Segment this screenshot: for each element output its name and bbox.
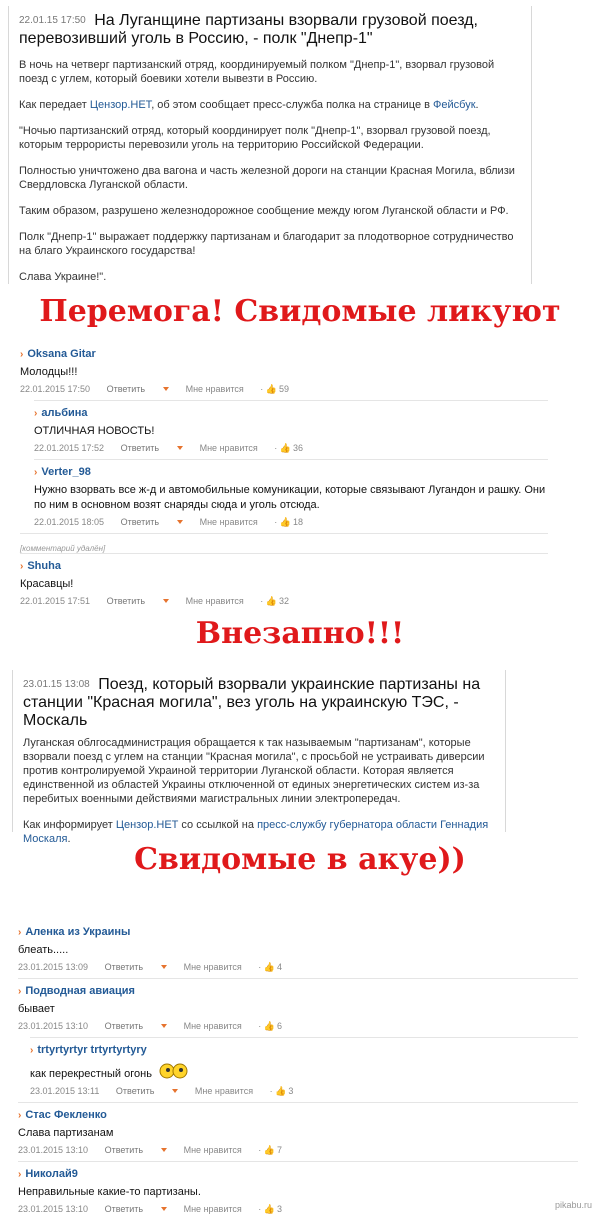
comment-date: 22.01.2015 17:51 [20, 596, 91, 606]
press-service-link[interactable]: пресс-службу губернатора области Геннадия Москаля [23, 819, 489, 845]
news-paragraph: Слава Украине!". [19, 271, 107, 283]
comment-meta [20, 594, 548, 608]
news-paragraph: Полк "Днепр-1" выражает поддержку партизанам и благодарит за плодотворное сотрудничество на благо Украинского государства! [19, 231, 514, 257]
comment [18, 1102, 578, 1161]
news-paragraph: Как передает Цензор.НЕТ, об этом сообщает пресс-служба полка на странице в Фейсбук. [19, 99, 479, 111]
like-count: 32 [278, 596, 289, 606]
news-date: 23.01.15 13:08 [23, 679, 90, 690]
news-paragraph: В ночь на четверг партизанский отряд, координируемый полком "Днепр-1", взорвал грузовой поезд с углем, который боевики хотели вывезти в Россию. [19, 59, 495, 85]
like-button[interactable]: Мне нравится · 👍 36 [199, 443, 303, 453]
comment-text: бывает [18, 1003, 55, 1015]
caret-down-icon [161, 1024, 167, 1028]
chevron-right-icon: › [20, 349, 24, 360]
like-count: 59 [278, 384, 289, 394]
news-header [23, 676, 495, 730]
like-count: 4 [276, 962, 282, 972]
chevron-right-icon: › [30, 1045, 34, 1056]
comment-author[interactable]: › Oksana Gitar [20, 348, 96, 360]
like-button[interactable]: Мне нравится · 👍 4 [183, 962, 282, 972]
like-button[interactable]: Мне нравится · 👍 18 [199, 517, 303, 527]
comment-text: Неправильные какие-то партизаны. [18, 1186, 201, 1198]
like-button[interactable]: Мне нравится · 👍 7 [183, 1145, 282, 1155]
chevron-right-icon: › [34, 467, 38, 478]
like-count: 18 [292, 517, 303, 527]
comment-text: Нужно взорвать все ж-д и автомобильные комуникации, которые связывают Лугандон и рашку. Они по ним в основном возят снаряды сюда и уголь отсюда. [34, 484, 546, 511]
news-date: 22.01.15 17:50 [19, 15, 86, 26]
caret-down-icon [161, 1148, 167, 1152]
site-watermark: pikabu.ru [554, 1200, 592, 1210]
chevron-right-icon: › [18, 986, 22, 997]
source-link[interactable]: Цензор.НЕТ [89, 99, 152, 111]
comment-author[interactable]: › Николай9 [18, 1168, 78, 1180]
comment [20, 553, 548, 612]
like-button[interactable]: Мне нравится · 👍 59 [185, 384, 289, 394]
comment-date: 22.01.2015 17:50 [20, 384, 91, 394]
like-button[interactable]: Мне нравится · 👍 3 [183, 1204, 282, 1214]
caret-down-icon [163, 599, 169, 603]
comment-date: 22.01.2015 18:05 [34, 517, 105, 527]
comment-text: Молодцы!!! [20, 366, 78, 378]
eyes-smiley-icon [159, 1063, 189, 1079]
news-paragraph: "Ночью партизанский отряд, который координирует полк "Днепр-1", взорвал грузовой поезд, которым террористы перевозили уголь на территорию Российской Федерации. [19, 125, 491, 151]
comment-date: 23.01.2015 13:10 [18, 1021, 89, 1031]
reply-button[interactable]: Ответить [107, 384, 169, 394]
caret-down-icon [163, 387, 169, 391]
comment-date: 23.01.2015 13:09 [18, 962, 89, 972]
caret-down-icon [177, 520, 183, 524]
thumbs-up-icon: 👍 [263, 1204, 275, 1214]
comments-section-1 [20, 342, 548, 612]
comment [18, 920, 578, 978]
comment-meta [34, 515, 548, 529]
news-header [19, 12, 521, 48]
caption-suddenly: Внезапно!!! [195, 616, 405, 651]
news-title[interactable]: Поезд, который взорвали украинские партизаны на станции "Красная могила", вез уголь на украинскую ТЭС, - Москаль [23, 676, 481, 729]
news-paragraph: Как информирует Цензор.НЕТ со ссылкой на пресс-службу губернатора области Геннадия Москаля. [23, 819, 489, 845]
comment-meta [18, 1019, 578, 1033]
news-paragraph: Полностью уничтожено два вагона и часть железной дороги на станции Красная Могила, вблизи Свердловска Луганской области. [19, 165, 515, 191]
comment-reply [34, 400, 548, 459]
thumbs-up-icon: 👍 [263, 1021, 275, 1031]
chevron-right-icon: › [34, 408, 38, 419]
like-button[interactable]: Мне нравится · 👍 3 [194, 1086, 294, 1096]
comment-text: ОТЛИЧНАЯ НОВОСТЬ! [34, 425, 155, 437]
thumbs-up-icon: 👍 [279, 517, 291, 527]
comment-date: 23.01.2015 13:10 [18, 1204, 89, 1214]
comment-text: Слава партизанам [18, 1127, 114, 1139]
comment-author[interactable]: › Стас Фекленко [18, 1109, 107, 1121]
reply-button[interactable]: Ответить [116, 1086, 178, 1096]
comment [20, 342, 548, 400]
comment-date: 23.01.2015 13:10 [18, 1145, 89, 1155]
comment-meta [18, 960, 578, 974]
thumbs-up-icon: 👍 [275, 1086, 287, 1096]
facebook-link[interactable]: Фейсбук [433, 99, 476, 111]
comment-reply [30, 1037, 578, 1102]
comment-text: Красавцы! [20, 578, 74, 590]
caret-down-icon [177, 446, 183, 450]
caret-down-icon [161, 965, 167, 969]
comment-meta [18, 1143, 578, 1157]
reply-button[interactable]: Ответить [105, 1021, 167, 1031]
like-count: 3 [288, 1086, 294, 1096]
comment-author[interactable]: › trtyrtyrtyr trtyrtyrtyry [30, 1044, 147, 1056]
like-count: 36 [292, 443, 303, 453]
comment [18, 978, 578, 1037]
comment-author[interactable]: › Аленка из Украины [18, 926, 131, 938]
thumbs-up-icon: 👍 [279, 443, 291, 453]
thumbs-up-icon: 👍 [265, 384, 277, 394]
comments-section-2 [18, 920, 578, 1220]
like-count: 6 [276, 1021, 282, 1031]
deleted-comment-label: [комментарий удалён] [20, 544, 106, 553]
source-link[interactable]: Цензор.НЕТ [115, 819, 179, 831]
comment-text: как перекрестный огонь [30, 1063, 578, 1082]
comment-deleted [20, 533, 548, 553]
like-count: 3 [276, 1204, 282, 1214]
reply-button[interactable]: Ответить [105, 1145, 167, 1155]
reply-button[interactable]: Ответить [107, 596, 169, 606]
reply-button[interactable]: Ответить [121, 517, 183, 527]
like-button[interactable]: Мне нравится · 👍 6 [183, 1021, 282, 1031]
comment-author[interactable]: › Shuha [20, 560, 61, 572]
chevron-right-icon: › [20, 561, 24, 572]
comment-meta [34, 441, 548, 455]
news-paragraph: Таким образом, разрушено железнодорожное сообщение между югом Луганской области и РФ. [19, 205, 509, 217]
caret-down-icon [172, 1089, 178, 1093]
reply-button[interactable]: Ответить [121, 443, 183, 453]
caption-celebration: Перемога! Свидомые ликуют [39, 294, 561, 329]
reply-button[interactable]: Ответить [105, 1204, 167, 1214]
comment-date: 22.01.2015 17:52 [34, 443, 105, 453]
comment-reply [34, 459, 548, 533]
comment-author[interactable]: › Подводная авиация [18, 985, 135, 997]
comment-author[interactable]: › альбина [34, 407, 88, 419]
thumbs-up-icon: 👍 [263, 962, 275, 972]
chevron-right-icon: › [18, 1110, 22, 1121]
comment-meta [30, 1084, 578, 1098]
chevron-right-icon: › [18, 927, 22, 938]
comment-author[interactable]: › Verter_98 [34, 466, 91, 478]
thumbs-up-icon: 👍 [265, 596, 277, 606]
like-count: 7 [276, 1145, 282, 1155]
thumbs-up-icon: 👍 [263, 1145, 275, 1155]
comment-meta [20, 382, 548, 396]
comment-text: блеать..... [18, 944, 69, 956]
like-button[interactable]: Мне нравится · 👍 32 [185, 596, 289, 606]
caption-mock: Свидомые в акуе)) [134, 842, 466, 877]
comment-date: 23.01.2015 13:11 [30, 1086, 100, 1096]
comment [18, 1161, 578, 1220]
news-paragraph: Луганская облгосадминистрация обращается к так называемым "партизанам", которые взорвали поезд с углем на станции "Красная могила", с просьбой не устраивать диверсии против контролируемой Украиной территории Луганской области. Которая является единственной из областей Украины отключенной от единых энергетических систем из-за перебитых военными действиями магистральных линии электропередач. [23, 737, 485, 805]
chevron-right-icon: › [18, 1169, 22, 1180]
news-article-1 [8, 6, 532, 284]
caret-down-icon [161, 1207, 167, 1211]
news-title[interactable]: На Луганщине партизаны взорвали грузовой поезд, перевозивший уголь в Россию, - полк "Днепр-1" [19, 12, 478, 47]
reply-button[interactable]: Ответить [105, 962, 167, 972]
news-article-2 [12, 670, 506, 845]
